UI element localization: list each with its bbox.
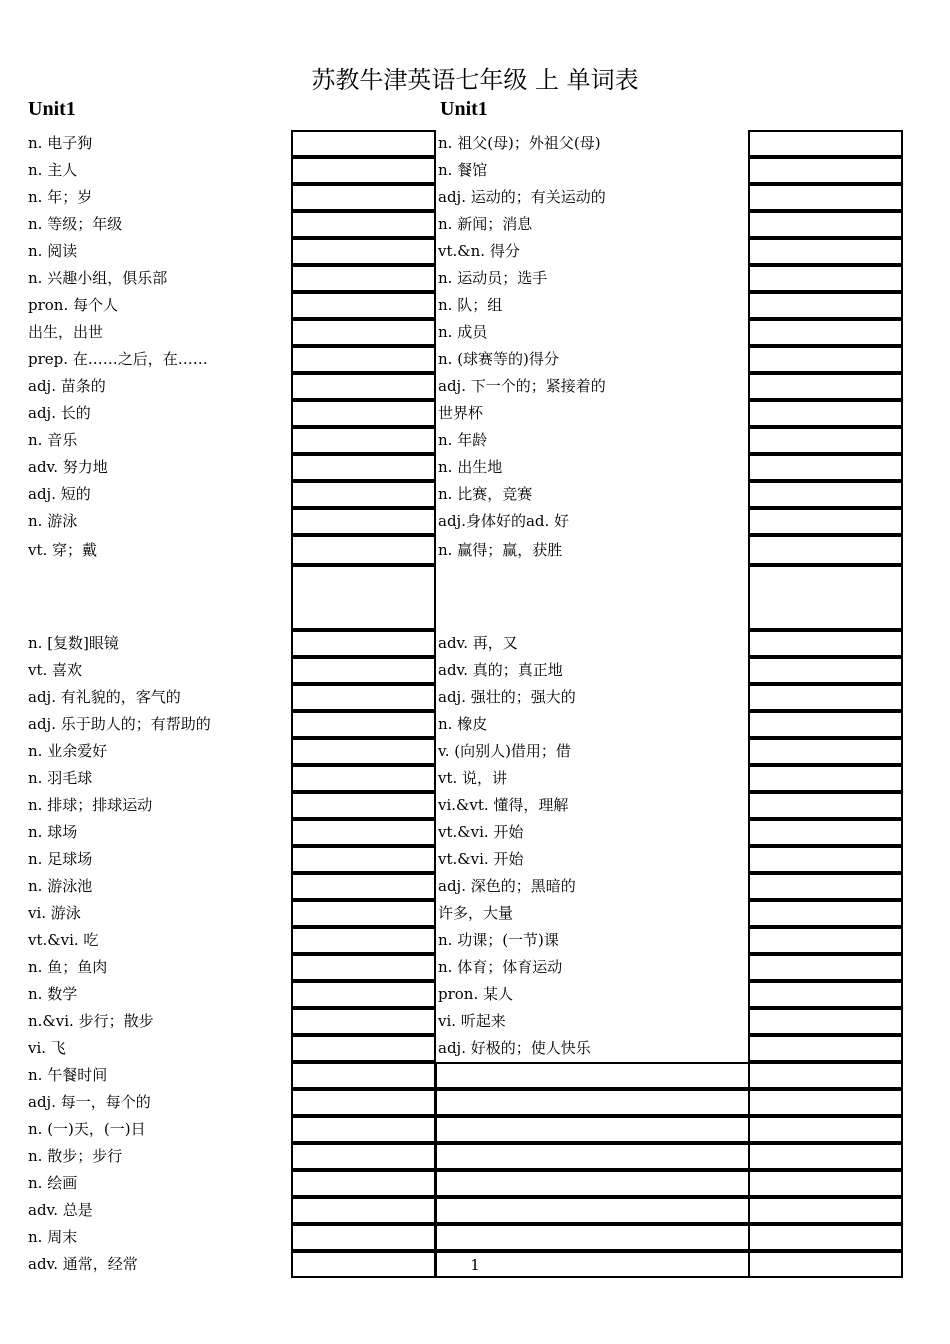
chinese-meaning-left: n. 数学 xyxy=(28,985,78,1003)
chinese-meaning-left: n. 游泳 xyxy=(28,512,78,530)
answer-box-left[interactable] xyxy=(291,535,436,565)
chinese-meaning-left: adj. 有礼貌的，客气的 xyxy=(28,688,181,706)
table-row xyxy=(28,1008,908,1035)
answer-box-right[interactable] xyxy=(748,819,903,846)
answer-box-right[interactable] xyxy=(748,711,903,738)
answer-box-right[interactable] xyxy=(748,1170,903,1197)
answer-box-right[interactable] xyxy=(748,346,903,373)
answer-box-right[interactable] xyxy=(748,565,903,630)
table-row xyxy=(28,319,908,346)
chinese-meaning-left: adj. 短的 xyxy=(28,485,91,503)
answer-box-left[interactable] xyxy=(291,565,436,630)
table-row xyxy=(28,1035,908,1062)
chinese-meaning-right: vt.&vi. 开始 xyxy=(438,850,524,868)
chinese-meaning-left: vt.&vi. 吃 xyxy=(28,931,99,949)
answer-box-left[interactable] xyxy=(291,1224,436,1251)
answer-box-left[interactable] xyxy=(291,1089,436,1116)
answer-box-right[interactable] xyxy=(748,157,903,184)
table-row xyxy=(28,954,908,981)
answer-box-left[interactable] xyxy=(291,319,436,346)
answer-box-right[interactable] xyxy=(748,927,903,954)
answer-box-left[interactable] xyxy=(291,1143,436,1170)
chinese-meaning-left: 出生，出世 xyxy=(28,323,104,341)
answer-box-right[interactable] xyxy=(748,1035,903,1062)
chinese-meaning-right: vt.&vi. 开始 xyxy=(438,823,524,841)
table-row xyxy=(28,711,908,738)
chinese-meaning-left: prep. 在……之后，在…… xyxy=(28,350,208,368)
answer-box-left[interactable] xyxy=(291,373,436,400)
chinese-meaning-right: vt. 说，讲 xyxy=(438,769,508,787)
table-row xyxy=(28,292,908,319)
left-unit-heading: Unit1 xyxy=(28,98,76,120)
chinese-meaning-left: n. 年；岁 xyxy=(28,188,93,206)
answer-box-left[interactable] xyxy=(291,211,436,238)
table-row xyxy=(28,508,908,535)
answer-box-left[interactable] xyxy=(291,292,436,319)
table-row xyxy=(28,1116,908,1143)
table-row xyxy=(28,157,908,184)
answer-box-right[interactable] xyxy=(748,738,903,765)
table-row xyxy=(28,765,908,792)
answer-box-left[interactable] xyxy=(291,427,436,454)
answer-box-left[interactable] xyxy=(291,873,436,900)
answer-box-right[interactable] xyxy=(748,900,903,927)
answer-box-left[interactable] xyxy=(291,346,436,373)
chinese-meaning-right: n. 出生地 xyxy=(438,458,503,476)
answer-box-right[interactable] xyxy=(748,373,903,400)
chinese-meaning-left: n. 主人 xyxy=(28,161,78,179)
chinese-meaning-right: vi. 听起来 xyxy=(438,1012,506,1030)
answer-box-left[interactable] xyxy=(291,954,436,981)
answer-box-right[interactable] xyxy=(748,1143,903,1170)
chinese-meaning-right: n. 橡皮 xyxy=(438,715,488,733)
answer-box-left[interactable] xyxy=(291,1170,436,1197)
chinese-meaning-right: n. (球赛等的)得分 xyxy=(438,350,559,368)
chinese-meaning-right: n. 运动员；选手 xyxy=(438,269,548,287)
answer-box-left[interactable] xyxy=(291,765,436,792)
empty-meaning-cell-right[interactable] xyxy=(435,1116,750,1143)
table-row xyxy=(28,184,908,211)
answer-box-right[interactable] xyxy=(748,1008,903,1035)
answer-box-right[interactable] xyxy=(748,873,903,900)
empty-meaning-cell-right[interactable] xyxy=(435,1062,750,1089)
answer-box-left[interactable] xyxy=(291,1062,436,1089)
chinese-meaning-left: n. [复数]眼镜 xyxy=(28,634,119,652)
chinese-meaning-left: n. 等级；年级 xyxy=(28,215,123,233)
table-row xyxy=(28,454,908,481)
answer-box-right[interactable] xyxy=(748,1089,903,1116)
answer-box-right[interactable] xyxy=(748,400,903,427)
answer-box-left[interactable] xyxy=(291,157,436,184)
chinese-meaning-right: vi.&vt. 懂得，理解 xyxy=(438,796,569,814)
answer-box-left[interactable] xyxy=(291,130,436,157)
chinese-meaning-left: n. 阅读 xyxy=(28,242,78,260)
table-row xyxy=(28,657,908,684)
answer-box-left[interactable] xyxy=(291,1116,436,1143)
chinese-meaning-left: n. 周末 xyxy=(28,1228,78,1246)
chinese-meaning-right: n. 队；组 xyxy=(438,296,503,314)
answer-box-left[interactable] xyxy=(291,630,436,657)
chinese-meaning-left: n. (一)天，(一)日 xyxy=(28,1120,146,1138)
table-row xyxy=(28,400,908,427)
answer-box-right[interactable] xyxy=(748,184,903,211)
answer-box-right[interactable] xyxy=(748,265,903,292)
answer-box-left[interactable] xyxy=(291,657,436,684)
chinese-meaning-left: adv. 努力地 xyxy=(28,458,108,476)
answer-box-left[interactable] xyxy=(291,481,436,508)
chinese-meaning-left: n. 绘画 xyxy=(28,1174,78,1192)
answer-box-right[interactable] xyxy=(748,1224,903,1251)
answer-box-right[interactable] xyxy=(748,1197,903,1224)
chinese-meaning-right: n. 赢得；赢，获胜 xyxy=(438,541,563,559)
chinese-meaning-left: n. 音乐 xyxy=(28,431,78,449)
chinese-meaning-right: adj. 下一个的；紧接着的 xyxy=(438,377,606,395)
empty-meaning-cell-right[interactable] xyxy=(435,1143,750,1170)
answer-box-left[interactable] xyxy=(291,1008,436,1035)
table-row xyxy=(28,792,908,819)
chinese-meaning-left: vi. 游泳 xyxy=(28,904,81,922)
chinese-meaning-left: n.&vi. 步行；散步 xyxy=(28,1012,154,1030)
chinese-meaning-right: n. 餐馆 xyxy=(438,161,488,179)
chinese-meaning-left: n. 游泳池 xyxy=(28,877,93,895)
chinese-meaning-right: adv. 真的；真正地 xyxy=(438,661,563,679)
table-row xyxy=(28,130,908,157)
chinese-meaning-left: n. 足球场 xyxy=(28,850,93,868)
answer-box-left[interactable] xyxy=(291,400,436,427)
answer-box-right[interactable] xyxy=(748,292,903,319)
answer-box-left[interactable] xyxy=(291,508,436,535)
answer-box-right[interactable] xyxy=(748,684,903,711)
table-row xyxy=(28,1197,908,1224)
chinese-meaning-left: vi. 飞 xyxy=(28,1039,66,1057)
answer-box-right[interactable] xyxy=(748,508,903,535)
answer-box-left[interactable] xyxy=(291,900,436,927)
answer-box-left[interactable] xyxy=(291,927,436,954)
table-row xyxy=(28,1224,908,1251)
empty-meaning-cell-right[interactable] xyxy=(435,1170,750,1197)
empty-meaning-cell-right[interactable] xyxy=(435,1197,750,1224)
chinese-meaning-left: n. 羽毛球 xyxy=(28,769,93,787)
table-row xyxy=(28,346,908,373)
answer-box-left[interactable] xyxy=(291,792,436,819)
table-row xyxy=(28,1143,908,1170)
chinese-meaning-left: adj. 长的 xyxy=(28,404,91,422)
chinese-meaning-left: n. 午餐时间 xyxy=(28,1066,108,1084)
right-unit-heading: Unit1 xyxy=(440,98,488,120)
table-row xyxy=(28,1170,908,1197)
chinese-meaning-right: v. (向别人)借用；借 xyxy=(438,742,571,760)
table-row xyxy=(28,630,908,657)
answer-box-left[interactable] xyxy=(291,981,436,1008)
page-title: 苏教牛津英语七年级 上 单词表 xyxy=(311,66,639,94)
chinese-meaning-right: adj.身体好的ad. 好 xyxy=(438,512,570,530)
chinese-meaning-right xyxy=(438,565,748,630)
chinese-meaning-left: adj. 乐于助人的；有帮助的 xyxy=(28,715,211,733)
answer-box-right[interactable] xyxy=(748,454,903,481)
chinese-meaning-left: n. 电子狗 xyxy=(28,134,93,152)
answer-box-right[interactable] xyxy=(748,427,903,454)
table-row xyxy=(28,684,908,711)
table-row xyxy=(28,1062,908,1089)
answer-box-left[interactable] xyxy=(291,265,436,292)
chinese-meaning-right: n. 体育；体育运动 xyxy=(438,958,563,976)
answer-box-right[interactable] xyxy=(748,481,903,508)
empty-meaning-cell-right[interactable] xyxy=(435,1089,750,1116)
chinese-meaning-right: pron. 某人 xyxy=(438,985,514,1003)
table-row xyxy=(28,427,908,454)
empty-meaning-cell-right[interactable] xyxy=(435,1224,750,1251)
table-row xyxy=(28,373,908,400)
chinese-meaning-left: n. 兴趣小组，俱乐部 xyxy=(28,269,168,287)
answer-box-left[interactable] xyxy=(291,846,436,873)
answer-box-right[interactable] xyxy=(748,630,903,657)
chinese-meaning-right: n. 祖父(母)；外祖父(母) xyxy=(438,134,601,152)
chinese-meaning-left: vt. 穿；戴 xyxy=(28,541,98,559)
chinese-meaning-right: n. 功课；(一节)课 xyxy=(438,931,559,949)
table-row xyxy=(28,1089,908,1116)
answer-box-left[interactable] xyxy=(291,238,436,265)
table-row xyxy=(28,819,908,846)
table-row xyxy=(28,738,908,765)
chinese-meaning-right: 世界杯 xyxy=(438,404,484,422)
answer-box-right[interactable] xyxy=(748,130,903,157)
chinese-meaning-left: adj. 每一，每个的 xyxy=(28,1093,151,1111)
chinese-meaning-right: n. 比赛，竞赛 xyxy=(438,485,533,503)
answer-box-right[interactable] xyxy=(748,319,903,346)
table-row xyxy=(28,981,908,1008)
answer-box-left[interactable] xyxy=(291,184,436,211)
chinese-meaning-left: pron. 每个人 xyxy=(28,296,119,314)
chinese-meaning-right: adv. 再，又 xyxy=(438,634,518,652)
chinese-meaning-right: adj. 强壮的；强大的 xyxy=(438,688,576,706)
answer-box-right[interactable] xyxy=(748,211,903,238)
table-row xyxy=(28,211,908,238)
table-row xyxy=(28,900,908,927)
chinese-meaning-left: n. 排球；排球运动 xyxy=(28,796,153,814)
chinese-meaning-left: n. 散步；步行 xyxy=(28,1147,123,1165)
answer-box-left[interactable] xyxy=(291,711,436,738)
answer-box-right[interactable] xyxy=(748,1062,903,1089)
table-row xyxy=(28,565,908,630)
answer-box-right[interactable] xyxy=(748,765,903,792)
chinese-meaning-left xyxy=(28,565,291,630)
answer-box-right[interactable] xyxy=(748,657,903,684)
table-row xyxy=(28,846,908,873)
chinese-meaning-right: n. 成员 xyxy=(438,323,488,341)
answer-box-left[interactable] xyxy=(291,819,436,846)
answer-box-right[interactable] xyxy=(748,981,903,1008)
chinese-meaning-right: n. 新闻；消息 xyxy=(438,215,533,233)
chinese-meaning-left: n. 业余爱好 xyxy=(28,742,108,760)
chinese-meaning-left: vt. 喜欢 xyxy=(28,661,83,679)
chinese-meaning-right: vt.&n. 得分 xyxy=(438,242,520,260)
answer-box-right[interactable] xyxy=(748,846,903,873)
answer-box-left[interactable] xyxy=(291,1197,436,1224)
chinese-meaning-right: 许多，大量 xyxy=(438,904,514,922)
answer-box-left[interactable] xyxy=(291,1035,436,1062)
chinese-meaning-right: adj. 运动的；有关运动的 xyxy=(438,188,606,206)
answer-box-left[interactable] xyxy=(291,454,436,481)
table-row xyxy=(28,481,908,508)
answer-box-right[interactable] xyxy=(748,535,903,565)
table-row xyxy=(28,265,908,292)
chinese-meaning-left: adj. 苗条的 xyxy=(28,377,106,395)
answer-box-right[interactable] xyxy=(748,954,903,981)
page-number: 1 xyxy=(470,1256,480,1274)
chinese-meaning-right: adj. 深色的；黑暗的 xyxy=(438,877,576,895)
answer-box-right[interactable] xyxy=(748,1116,903,1143)
table-row xyxy=(28,927,908,954)
table-row xyxy=(28,535,908,565)
answer-box-left[interactable] xyxy=(291,684,436,711)
chinese-meaning-left: n. 鱼；鱼肉 xyxy=(28,958,108,976)
chinese-meaning-left: n. 球场 xyxy=(28,823,78,841)
answer-box-right[interactable] xyxy=(748,238,903,265)
chinese-meaning-left: adv. 通常，经常 xyxy=(28,1255,138,1273)
chinese-meaning-left: adv. 总是 xyxy=(28,1201,93,1219)
table-row xyxy=(28,873,908,900)
answer-box-right[interactable] xyxy=(748,792,903,819)
chinese-meaning-right: adj. 好极的；使人快乐 xyxy=(438,1039,591,1057)
table-row xyxy=(28,238,908,265)
answer-box-left[interactable] xyxy=(291,738,436,765)
chinese-meaning-right: n. 年龄 xyxy=(438,431,488,449)
